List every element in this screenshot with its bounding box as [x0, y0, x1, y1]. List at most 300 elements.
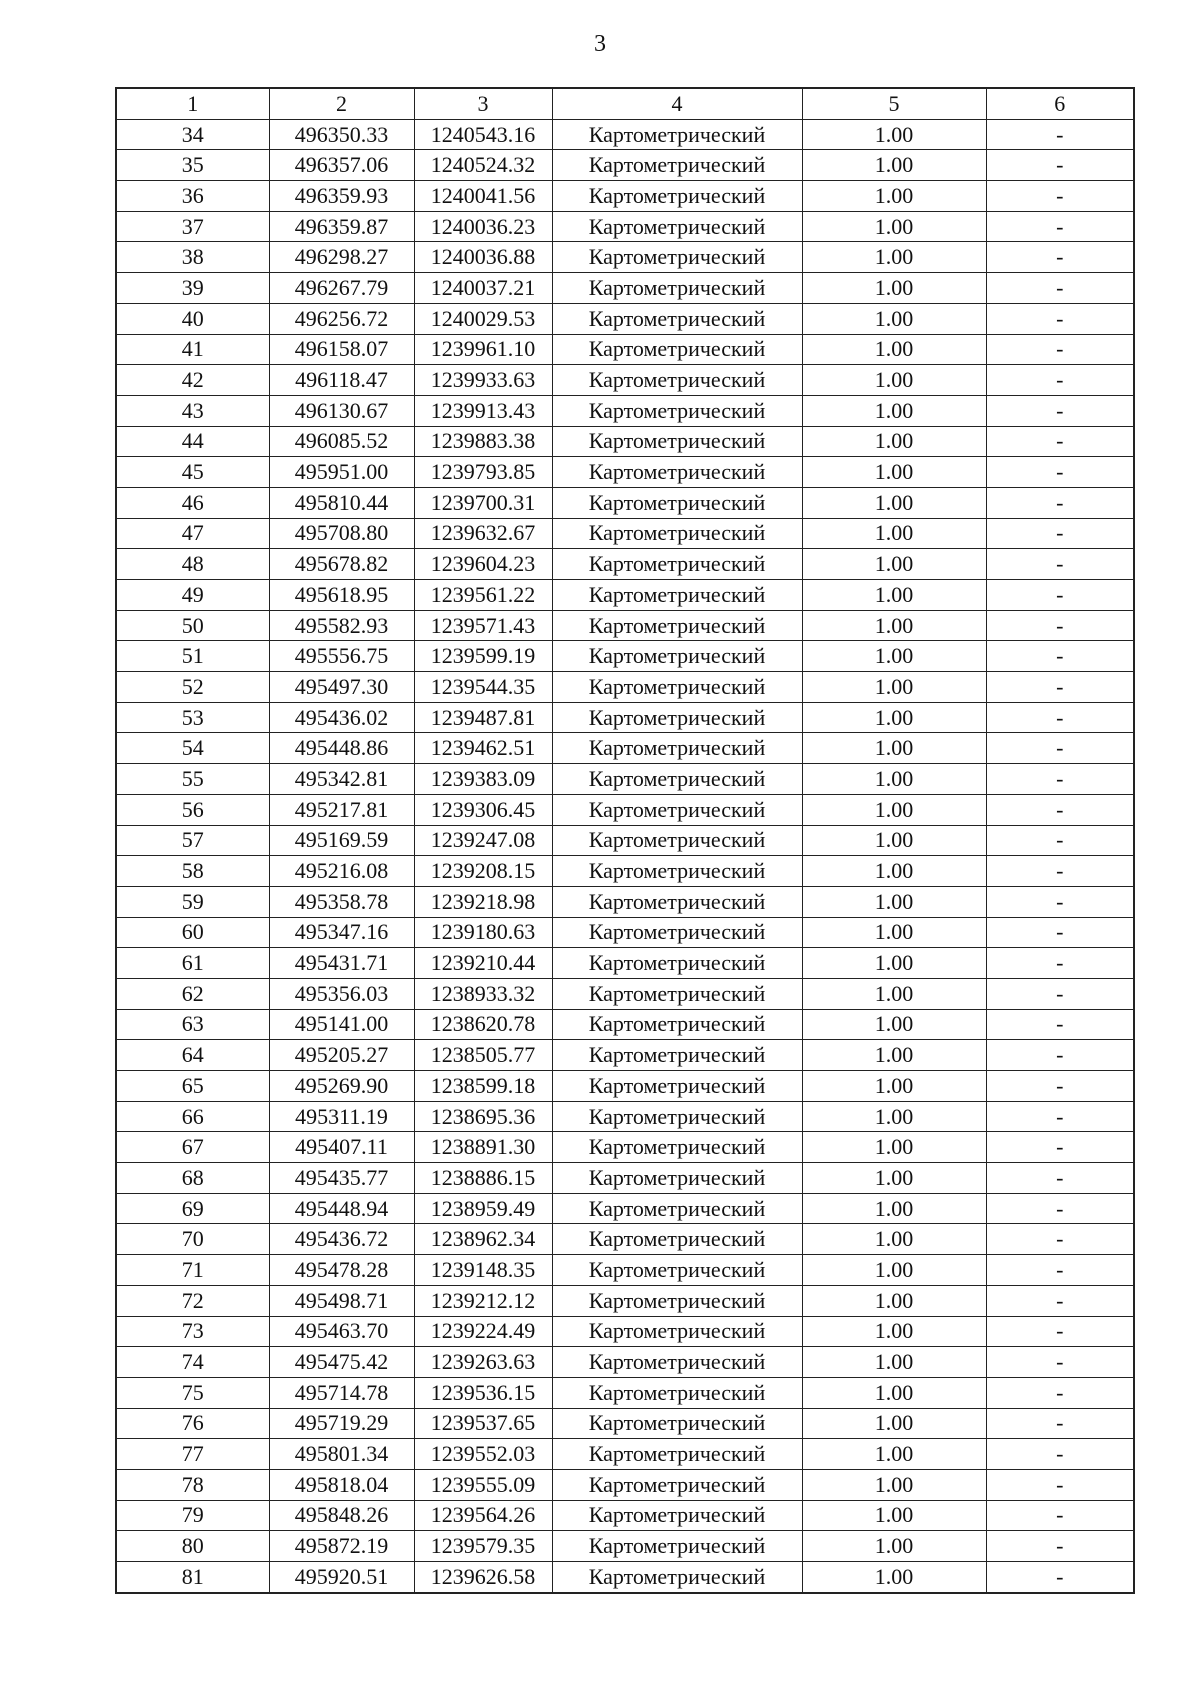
x-coordinate-cell: 495920.51 — [269, 1562, 414, 1593]
table-row — [116, 1285, 1134, 1316]
method-cell: Картометрический — [552, 119, 802, 150]
point-number-cell: 57 — [116, 825, 269, 856]
x-coordinate-cell: 495714.78 — [269, 1377, 414, 1408]
accuracy-cell: 1.00 — [802, 181, 986, 212]
x-coordinate-cell: 495431.71 — [269, 948, 414, 979]
description-cell: - — [986, 334, 1134, 365]
point-number-cell: 58 — [116, 856, 269, 887]
description-cell: - — [986, 1377, 1134, 1408]
x-coordinate-cell: 495475.42 — [269, 1347, 414, 1378]
table-row — [116, 1531, 1134, 1562]
point-number-cell: 72 — [116, 1285, 269, 1316]
accuracy-cell: 1.00 — [802, 1500, 986, 1531]
y-coordinate-cell: 1239571.43 — [414, 610, 552, 641]
table-row — [116, 303, 1134, 334]
point-number-cell: 56 — [116, 794, 269, 825]
table-row — [116, 273, 1134, 304]
point-number-cell: 39 — [116, 273, 269, 304]
table-row — [116, 1163, 1134, 1194]
description-cell: - — [986, 1163, 1134, 1194]
x-coordinate-cell: 495818.04 — [269, 1469, 414, 1500]
point-number-cell: 60 — [116, 917, 269, 948]
y-coordinate-cell: 1239561.22 — [414, 580, 552, 611]
column-header: 2 — [269, 88, 414, 119]
table-row — [116, 1193, 1134, 1224]
y-coordinate-cell: 1240036.23 — [414, 211, 552, 242]
point-number-cell: 70 — [116, 1224, 269, 1255]
accuracy-cell: 1.00 — [802, 825, 986, 856]
description-cell: - — [986, 1500, 1134, 1531]
description-cell: - — [986, 825, 1134, 856]
y-coordinate-cell: 1238959.49 — [414, 1193, 552, 1224]
x-coordinate-cell: 495801.34 — [269, 1439, 414, 1470]
description-cell: - — [986, 1040, 1134, 1071]
accuracy-cell: 1.00 — [802, 1469, 986, 1500]
y-coordinate-cell: 1239224.49 — [414, 1316, 552, 1347]
x-coordinate-cell: 495478.28 — [269, 1255, 414, 1286]
method-cell: Картометрический — [552, 1469, 802, 1500]
method-cell: Картометрический — [552, 672, 802, 703]
x-coordinate-cell: 495141.00 — [269, 1009, 414, 1040]
point-number-cell: 37 — [116, 211, 269, 242]
table-row — [116, 549, 1134, 580]
x-coordinate-cell: 495269.90 — [269, 1071, 414, 1102]
accuracy-cell: 1.00 — [802, 1408, 986, 1439]
accuracy-cell: 1.00 — [802, 426, 986, 457]
y-coordinate-cell: 1238933.32 — [414, 978, 552, 1009]
table-row — [116, 886, 1134, 917]
point-number-cell: 49 — [116, 580, 269, 611]
accuracy-cell: 1.00 — [802, 948, 986, 979]
y-coordinate-cell: 1240029.53 — [414, 303, 552, 334]
x-coordinate-cell: 495311.19 — [269, 1101, 414, 1132]
y-coordinate-cell: 1239218.98 — [414, 886, 552, 917]
method-cell: Картометрический — [552, 1562, 802, 1593]
method-cell: Картометрический — [552, 549, 802, 580]
table-row — [116, 1071, 1134, 1102]
accuracy-cell: 1.00 — [802, 1224, 986, 1255]
accuracy-cell: 1.00 — [802, 1071, 986, 1102]
table-row — [116, 181, 1134, 212]
y-coordinate-cell: 1239306.45 — [414, 794, 552, 825]
accuracy-cell: 1.00 — [802, 672, 986, 703]
point-number-cell: 38 — [116, 242, 269, 273]
method-cell: Картометрический — [552, 487, 802, 518]
x-coordinate-cell: 496357.06 — [269, 150, 414, 181]
point-number-cell: 75 — [116, 1377, 269, 1408]
method-cell: Картометрический — [552, 1132, 802, 1163]
accuracy-cell: 1.00 — [802, 794, 986, 825]
description-cell: - — [986, 487, 1134, 518]
y-coordinate-cell: 1238891.30 — [414, 1132, 552, 1163]
method-cell: Картометрический — [552, 181, 802, 212]
accuracy-cell: 1.00 — [802, 549, 986, 580]
accuracy-cell: 1.00 — [802, 518, 986, 549]
description-cell: - — [986, 672, 1134, 703]
y-coordinate-cell: 1239564.26 — [414, 1500, 552, 1531]
x-coordinate-cell: 495217.81 — [269, 794, 414, 825]
y-coordinate-cell: 1239462.51 — [414, 733, 552, 764]
table-row — [116, 764, 1134, 795]
x-coordinate-cell: 495708.80 — [269, 518, 414, 549]
method-cell: Картометрический — [552, 702, 802, 733]
y-coordinate-cell: 1239210.44 — [414, 948, 552, 979]
table-row — [116, 1469, 1134, 1500]
description-cell: - — [986, 211, 1134, 242]
point-number-cell: 62 — [116, 978, 269, 1009]
point-number-cell: 52 — [116, 672, 269, 703]
accuracy-cell: 1.00 — [802, 119, 986, 150]
point-number-cell: 45 — [116, 457, 269, 488]
y-coordinate-cell: 1239487.81 — [414, 702, 552, 733]
x-coordinate-cell: 495463.70 — [269, 1316, 414, 1347]
column-header: 6 — [986, 88, 1134, 119]
table-row — [116, 487, 1134, 518]
accuracy-cell: 1.00 — [802, 764, 986, 795]
accuracy-cell: 1.00 — [802, 1009, 986, 1040]
table-row — [116, 395, 1134, 426]
point-number-cell: 55 — [116, 764, 269, 795]
y-coordinate-cell: 1239537.65 — [414, 1408, 552, 1439]
coordinates-table — [115, 87, 1135, 1594]
y-coordinate-cell: 1238695.36 — [414, 1101, 552, 1132]
point-number-cell: 44 — [116, 426, 269, 457]
y-coordinate-cell: 1239793.85 — [414, 457, 552, 488]
table-row — [116, 733, 1134, 764]
description-cell: - — [986, 119, 1134, 150]
header-row — [116, 88, 1134, 119]
y-coordinate-cell: 1239263.63 — [414, 1347, 552, 1378]
method-cell: Картометрический — [552, 242, 802, 273]
method-cell: Картометрический — [552, 917, 802, 948]
method-cell: Картометрический — [552, 1347, 802, 1378]
x-coordinate-cell: 495678.82 — [269, 549, 414, 580]
y-coordinate-cell: 1239247.08 — [414, 825, 552, 856]
y-coordinate-cell: 1239212.12 — [414, 1285, 552, 1316]
table-row — [116, 580, 1134, 611]
table-row — [116, 641, 1134, 672]
point-number-cell: 63 — [116, 1009, 269, 1040]
description-cell: - — [986, 1193, 1134, 1224]
y-coordinate-cell: 1238505.77 — [414, 1040, 552, 1071]
table-row — [116, 211, 1134, 242]
method-cell: Картометрический — [552, 1531, 802, 1562]
accuracy-cell: 1.00 — [802, 917, 986, 948]
table-row — [116, 856, 1134, 887]
method-cell: Картометрический — [552, 886, 802, 917]
method-cell: Картометрический — [552, 1408, 802, 1439]
y-coordinate-cell: 1239626.58 — [414, 1562, 552, 1593]
accuracy-cell: 1.00 — [802, 1255, 986, 1286]
table-row — [116, 672, 1134, 703]
x-coordinate-cell: 495448.86 — [269, 733, 414, 764]
x-coordinate-cell: 495436.02 — [269, 702, 414, 733]
x-coordinate-cell: 495216.08 — [269, 856, 414, 887]
x-coordinate-cell: 495356.03 — [269, 978, 414, 1009]
y-coordinate-cell: 1239552.03 — [414, 1439, 552, 1470]
y-coordinate-cell: 1239544.35 — [414, 672, 552, 703]
method-cell: Картометрический — [552, 1439, 802, 1470]
description-cell: - — [986, 1316, 1134, 1347]
table-row — [116, 242, 1134, 273]
x-coordinate-cell: 495448.94 — [269, 1193, 414, 1224]
x-coordinate-cell: 496267.79 — [269, 273, 414, 304]
y-coordinate-cell: 1240041.56 — [414, 181, 552, 212]
method-cell: Картометрический — [552, 733, 802, 764]
description-cell: - — [986, 273, 1134, 304]
description-cell: - — [986, 1255, 1134, 1286]
point-number-cell: 81 — [116, 1562, 269, 1593]
method-cell: Картометрический — [552, 978, 802, 1009]
x-coordinate-cell: 495407.11 — [269, 1132, 414, 1163]
description-cell: - — [986, 610, 1134, 641]
x-coordinate-cell: 495342.81 — [269, 764, 414, 795]
table-row — [116, 917, 1134, 948]
accuracy-cell: 1.00 — [802, 1132, 986, 1163]
table-row — [116, 978, 1134, 1009]
point-number-cell: 46 — [116, 487, 269, 518]
accuracy-cell: 1.00 — [802, 1316, 986, 1347]
description-cell: - — [986, 886, 1134, 917]
point-number-cell: 36 — [116, 181, 269, 212]
method-cell: Картометрический — [552, 1009, 802, 1040]
accuracy-cell: 1.00 — [802, 457, 986, 488]
accuracy-cell: 1.00 — [802, 150, 986, 181]
x-coordinate-cell: 495848.26 — [269, 1500, 414, 1531]
x-coordinate-cell: 495556.75 — [269, 641, 414, 672]
table-row — [116, 1408, 1134, 1439]
y-coordinate-cell: 1240036.88 — [414, 242, 552, 273]
accuracy-cell: 1.00 — [802, 1101, 986, 1132]
y-coordinate-cell: 1239961.10 — [414, 334, 552, 365]
table-body — [116, 119, 1134, 1593]
table-row — [116, 1562, 1134, 1593]
method-cell: Картометрический — [552, 518, 802, 549]
method-cell: Картометрический — [552, 825, 802, 856]
method-cell: Картометрический — [552, 1500, 802, 1531]
accuracy-cell: 1.00 — [802, 1347, 986, 1378]
point-number-cell: 54 — [116, 733, 269, 764]
accuracy-cell: 1.00 — [802, 273, 986, 304]
y-coordinate-cell: 1240524.32 — [414, 150, 552, 181]
column-header: 1 — [116, 88, 269, 119]
accuracy-cell: 1.00 — [802, 334, 986, 365]
table-row — [116, 1316, 1134, 1347]
y-coordinate-cell: 1238886.15 — [414, 1163, 552, 1194]
table-row — [116, 119, 1134, 150]
point-number-cell: 74 — [116, 1347, 269, 1378]
description-cell: - — [986, 1408, 1134, 1439]
y-coordinate-cell: 1239536.15 — [414, 1377, 552, 1408]
description-cell: - — [986, 978, 1134, 1009]
x-coordinate-cell: 496085.52 — [269, 426, 414, 457]
accuracy-cell: 1.00 — [802, 1531, 986, 1562]
point-number-cell: 53 — [116, 702, 269, 733]
description-cell: - — [986, 395, 1134, 426]
accuracy-cell: 1.00 — [802, 580, 986, 611]
x-coordinate-cell: 495497.30 — [269, 672, 414, 703]
method-cell: Картометрический — [552, 1163, 802, 1194]
description-cell: - — [986, 733, 1134, 764]
y-coordinate-cell: 1239913.43 — [414, 395, 552, 426]
x-coordinate-cell: 495498.71 — [269, 1285, 414, 1316]
y-coordinate-cell: 1239604.23 — [414, 549, 552, 580]
y-coordinate-cell: 1239148.35 — [414, 1255, 552, 1286]
accuracy-cell: 1.00 — [802, 1439, 986, 1470]
point-number-cell: 34 — [116, 119, 269, 150]
point-number-cell: 68 — [116, 1163, 269, 1194]
table-row — [116, 1040, 1134, 1071]
table-row — [116, 457, 1134, 488]
accuracy-cell: 1.00 — [802, 1040, 986, 1071]
method-cell: Картометрический — [552, 580, 802, 611]
method-cell: Картометрический — [552, 1224, 802, 1255]
y-coordinate-cell: 1239180.63 — [414, 917, 552, 948]
point-number-cell: 80 — [116, 1531, 269, 1562]
point-number-cell: 40 — [116, 303, 269, 334]
accuracy-cell: 1.00 — [802, 487, 986, 518]
description-cell: - — [986, 181, 1134, 212]
y-coordinate-cell: 1238962.34 — [414, 1224, 552, 1255]
description-cell: - — [986, 1224, 1134, 1255]
method-cell: Картометрический — [552, 948, 802, 979]
description-cell: - — [986, 794, 1134, 825]
description-cell: - — [986, 917, 1134, 948]
description-cell: - — [986, 702, 1134, 733]
point-number-cell: 47 — [116, 518, 269, 549]
column-header: 3 — [414, 88, 552, 119]
y-coordinate-cell: 1239632.67 — [414, 518, 552, 549]
x-coordinate-cell: 495618.95 — [269, 580, 414, 611]
point-number-cell: 79 — [116, 1500, 269, 1531]
description-cell: - — [986, 457, 1134, 488]
accuracy-cell: 1.00 — [802, 365, 986, 396]
table-row — [116, 1439, 1134, 1470]
description-cell: - — [986, 1071, 1134, 1102]
point-number-cell: 59 — [116, 886, 269, 917]
x-coordinate-cell: 495872.19 — [269, 1531, 414, 1562]
column-header: 4 — [552, 88, 802, 119]
accuracy-cell: 1.00 — [802, 1163, 986, 1194]
accuracy-cell: 1.00 — [802, 886, 986, 917]
method-cell: Картометрический — [552, 641, 802, 672]
description-cell: - — [986, 1285, 1134, 1316]
description-cell: - — [986, 303, 1134, 334]
table-row — [116, 794, 1134, 825]
table-row — [116, 426, 1134, 457]
method-cell: Картометрический — [552, 764, 802, 795]
x-coordinate-cell: 495719.29 — [269, 1408, 414, 1439]
x-coordinate-cell: 496130.67 — [269, 395, 414, 426]
description-cell: - — [986, 1531, 1134, 1562]
table-row — [116, 150, 1134, 181]
x-coordinate-cell: 495435.77 — [269, 1163, 414, 1194]
y-coordinate-cell: 1240037.21 — [414, 273, 552, 304]
point-number-cell: 50 — [116, 610, 269, 641]
description-cell: - — [986, 150, 1134, 181]
method-cell: Картометрический — [552, 1071, 802, 1102]
accuracy-cell: 1.00 — [802, 1562, 986, 1593]
description-cell: - — [986, 1101, 1134, 1132]
table-header — [116, 88, 1134, 119]
point-number-cell: 67 — [116, 1132, 269, 1163]
point-number-cell: 76 — [116, 1408, 269, 1439]
method-cell: Картометрический — [552, 1377, 802, 1408]
point-number-cell: 73 — [116, 1316, 269, 1347]
method-cell: Картометрический — [552, 856, 802, 887]
x-coordinate-cell: 496158.07 — [269, 334, 414, 365]
description-cell: - — [986, 1439, 1134, 1470]
accuracy-cell: 1.00 — [802, 641, 986, 672]
y-coordinate-cell: 1239383.09 — [414, 764, 552, 795]
table-row — [116, 825, 1134, 856]
x-coordinate-cell: 495436.72 — [269, 1224, 414, 1255]
method-cell: Картометрический — [552, 273, 802, 304]
method-cell: Картометрический — [552, 150, 802, 181]
description-cell: - — [986, 426, 1134, 457]
method-cell: Картометрический — [552, 334, 802, 365]
point-number-cell: 42 — [116, 365, 269, 396]
point-number-cell: 64 — [116, 1040, 269, 1071]
method-cell: Картометрический — [552, 610, 802, 641]
description-cell: - — [986, 518, 1134, 549]
point-number-cell: 78 — [116, 1469, 269, 1500]
column-header: 5 — [802, 88, 986, 119]
point-number-cell: 35 — [116, 150, 269, 181]
accuracy-cell: 1.00 — [802, 211, 986, 242]
table-row — [116, 365, 1134, 396]
x-coordinate-cell: 495169.59 — [269, 825, 414, 856]
accuracy-cell: 1.00 — [802, 856, 986, 887]
table-row — [116, 518, 1134, 549]
x-coordinate-cell: 495205.27 — [269, 1040, 414, 1071]
x-coordinate-cell: 495582.93 — [269, 610, 414, 641]
description-cell: - — [986, 1009, 1134, 1040]
y-coordinate-cell: 1239208.15 — [414, 856, 552, 887]
table-row — [116, 1132, 1134, 1163]
x-coordinate-cell: 495358.78 — [269, 886, 414, 917]
y-coordinate-cell: 1239599.19 — [414, 641, 552, 672]
method-cell: Картометрический — [552, 1101, 802, 1132]
accuracy-cell: 1.00 — [802, 1377, 986, 1408]
x-coordinate-cell: 496359.93 — [269, 181, 414, 212]
description-cell: - — [986, 549, 1134, 580]
method-cell: Картометрический — [552, 1316, 802, 1347]
y-coordinate-cell: 1239883.38 — [414, 426, 552, 457]
method-cell: Картометрический — [552, 303, 802, 334]
description-cell: - — [986, 365, 1134, 396]
point-number-cell: 43 — [116, 395, 269, 426]
description-cell: - — [986, 641, 1134, 672]
table-row — [116, 1377, 1134, 1408]
y-coordinate-cell: 1239579.35 — [414, 1531, 552, 1562]
method-cell: Картометрический — [552, 365, 802, 396]
point-number-cell: 66 — [116, 1101, 269, 1132]
point-number-cell: 51 — [116, 641, 269, 672]
table-row — [116, 1101, 1134, 1132]
accuracy-cell: 1.00 — [802, 610, 986, 641]
description-cell: - — [986, 1347, 1134, 1378]
method-cell: Картометрический — [552, 395, 802, 426]
x-coordinate-cell: 496350.33 — [269, 119, 414, 150]
x-coordinate-cell: 496118.47 — [269, 365, 414, 396]
accuracy-cell: 1.00 — [802, 702, 986, 733]
description-cell: - — [986, 1132, 1134, 1163]
point-number-cell: 65 — [116, 1071, 269, 1102]
method-cell: Картометрический — [552, 1040, 802, 1071]
description-cell: - — [986, 580, 1134, 611]
accuracy-cell: 1.00 — [802, 978, 986, 1009]
